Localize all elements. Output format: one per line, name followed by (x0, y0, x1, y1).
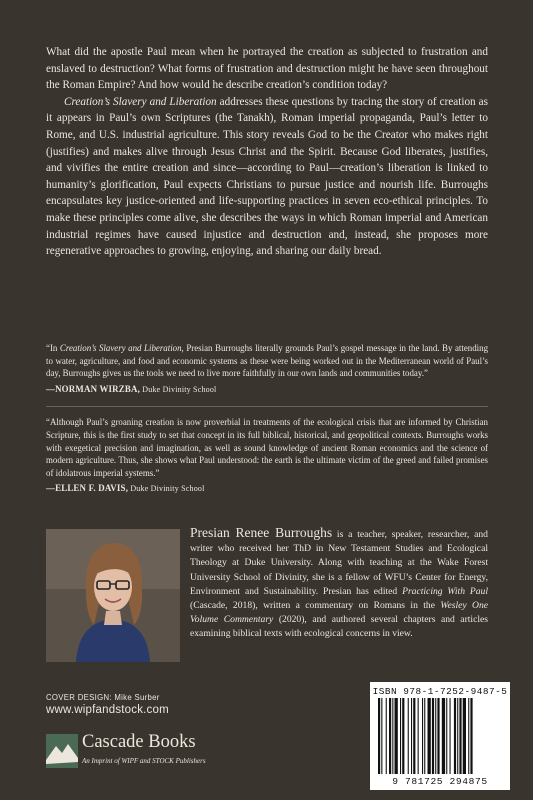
book-description (46, 44, 488, 260)
mountain-icon (46, 734, 78, 768)
book-title-italic: Creation’s Slavery and Liberation (64, 95, 217, 108)
bio-text-1: is a teacher, speaker, researcher, and writer who received her ThD in New Testament Studies and Ecological Theology at Duke University. Along with teaching at the Wake Forest University School of Divinity, she is a fellow of WFU’s Center for Energy, Environment and Sustainability. Presian has edited (190, 529, 488, 597)
author-photo (46, 529, 180, 662)
bio-book-title-2: Wesley One Volume Commentary (190, 600, 489, 626)
endorsement-2-text: “Although Paul’s groaning creation is now proverbial in treatments of the ecological crisis that are informed by Christian Scripture, this is the first study to set that concept in its full biblical, historical, and geopolitical contexts. Burroughs works with exegetical precision and imagination, as well as sound knowledge of ancient Roman economics and the science of modern agriculture. Thus, she shows what Paul understood: the earth is the ultimate victim of the greed and failed promises of idolatrous imperial systems.” (46, 417, 488, 478)
description-paragraph-2-text: addresses these questions by tracing the story of creation as it appears in Paul’s own Scriptures (the Tanakh), Roman imperial propaganda, Paul’s letter to Rome, and U.S. industrial agriculture. This story reveals God to be the Creator who makes right (justifies) and makes alive through Jesus Christ and the Spirit. Because God liberates, justifies, and vivifies the entire creation and since—according to Paul—creation’s liberation is linked to humanity’s glorification, Paul expects Christians to pursue justice and nourish life. Burroughs encapsulates key justice-oriented and life-supporting practices in seven eco-ethical principles. To make these principles come alive, she describes the ways in which Roman imperial and American industrial regimes have caused injustice and destruction and, instead, she proposes more regenerative approaches to growing, enjoying, and sharing our daily bread. (46, 95, 488, 258)
endorsement-2-attribution (46, 482, 488, 496)
barcode-bars (370, 698, 510, 778)
cover-design-credit: COVER DESIGN: Mike Surber (46, 693, 160, 702)
author-bio (190, 526, 488, 642)
description-paragraph-2 (46, 94, 488, 260)
endorsement-1-open: “In (46, 343, 60, 353)
endorsement-2-affiliation: Duke Divinity School (128, 484, 205, 494)
endorsement-1-attribution (46, 383, 488, 397)
description-paragraph-1: What did the apostle Paul mean when he portrayed the creation as subjected to frustration and enslaved to destruction? What forms of frustration and destruction might he have seen throughout the Roman Empire? And how would he describe creation’s condition today? (46, 46, 488, 92)
divider-line (46, 406, 488, 407)
publisher-imprint: An Imprint of WIPF and STOCK Publishers (82, 757, 206, 765)
publisher-website: www.wipfandstock.com (46, 704, 169, 716)
bio-text-2: (Cascade, 2018), written a commentary on Romans in the (190, 600, 441, 612)
author-portrait-image (46, 529, 180, 662)
credits (46, 693, 169, 716)
barcode-right-digits: 294875 (449, 776, 488, 787)
endorsement-1-rest: , Presian Burroughs literally grounds Paul’s gospel message in the land. By attending to water, agriculture, and food and economic systems as these were being worked out in the Mediterranean world of Paul’s day, Burroughs gives us the tools we need to live more faithfully in our own lands and communities today.” (46, 343, 489, 379)
endorsement-1-book-title: Creation’s Slavery and Liberation (59, 343, 182, 353)
publisher-name: Cascade Books (82, 732, 196, 752)
endorsements (46, 342, 488, 506)
bio-text-3: (2020), and authored several chapters and articles examining biblical texts with ecological concerns in view. (190, 614, 489, 640)
barcode-lead-digit: 9 (392, 776, 399, 787)
endorsement-2-author: —ELLEN F. DAVIS, (46, 483, 129, 494)
isbn-barcode (370, 682, 510, 790)
endorsement-1-affiliation: Duke Divinity School (140, 384, 217, 394)
endorsement-2 (46, 416, 488, 496)
publisher-logo (46, 732, 236, 774)
endorsement-1-author: —NORMAN WIRZBA, (46, 383, 141, 394)
isbn-text: ISBN 978-1-7252-9487-5 (372, 686, 508, 697)
barcode-left-digits: 781725 (405, 776, 444, 787)
endorsement-1-text (46, 342, 488, 380)
barcode-digits (370, 776, 510, 787)
author-name: Presian Renee Burroughs (190, 525, 333, 540)
endorsement-1 (46, 342, 488, 396)
bio-book-title-1: Practicing With Paul (402, 585, 488, 597)
